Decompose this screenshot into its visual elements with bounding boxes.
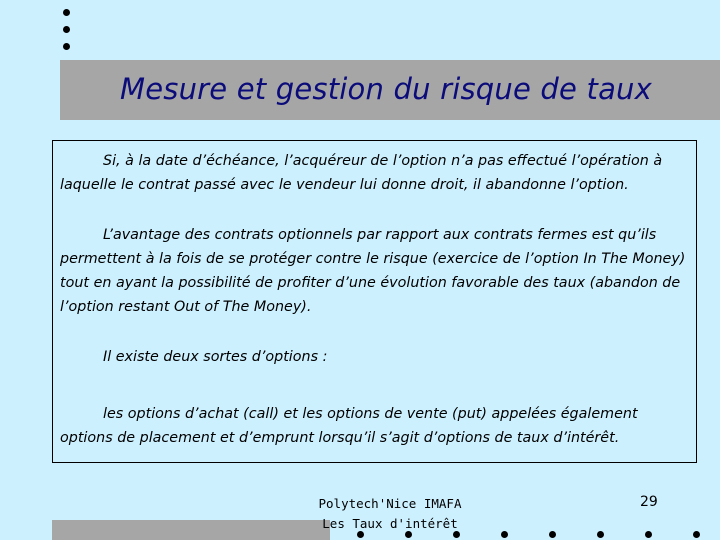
decor-dot <box>693 531 700 538</box>
decor-dot <box>597 531 604 538</box>
paragraph-2-emphasis: possibilité de profiter d’une évolution favorable <box>178 275 519 291</box>
page-number: 29 <box>640 494 658 510</box>
decor-dot <box>501 531 508 538</box>
paragraph-4-text: les <box>103 406 128 422</box>
paragraph-1: Si, à la date d’échéance, l’acquéreur de l’option n’a pas effectué l’opération à laquelle le contrat passé avec le vendeur lui donne droit, il abandonne l’option. <box>60 153 663 193</box>
footer-line-1: Polytech'Nice IMAFA <box>318 496 462 511</box>
paragraph-2 <box>60 223 688 319</box>
decor-dot <box>63 26 70 33</box>
decor-dot <box>63 9 70 16</box>
footer-source <box>300 494 480 534</box>
decor-dot <box>645 531 652 538</box>
paragraph-4-emphasis: options de vente (put) <box>327 406 487 422</box>
paragraph-2-text: L’avantage des contrats optionnels par rapport aux contrats fermes est qu’ils permettent à la fois de <box>60 227 657 267</box>
paragraph-2-emphasis: se protéger contre le risque <box>228 251 428 267</box>
paragraph-4 <box>60 402 688 450</box>
footer-line-2: Les Taux d'intérêt <box>322 516 458 531</box>
paragraph-4-text: appelées également options de placement et d’emprunt lorsqu’il s’agit d’options de taux d’intérêt. <box>60 406 638 446</box>
slide-title: Mesure et gestion du risque de taux <box>120 72 652 106</box>
decor-dot <box>405 531 412 538</box>
decor-dot <box>549 531 556 538</box>
decor-dot <box>357 531 364 538</box>
decor-dot <box>453 531 460 538</box>
decor-dot <box>63 43 70 50</box>
paragraph-2-text: (exercice de l’option In The Money) tout en ayant la <box>60 251 686 291</box>
paragraph-2-text: des taux (abandon de l’option restant Out of The Money). <box>60 275 681 315</box>
paragraph-4-emphasis: options d’achat (call) <box>127 406 279 422</box>
paragraph-4-text: et les <box>278 406 328 422</box>
footer-band <box>52 520 330 540</box>
paragraph-3: Il existe deux sortes d’options : <box>103 349 328 365</box>
